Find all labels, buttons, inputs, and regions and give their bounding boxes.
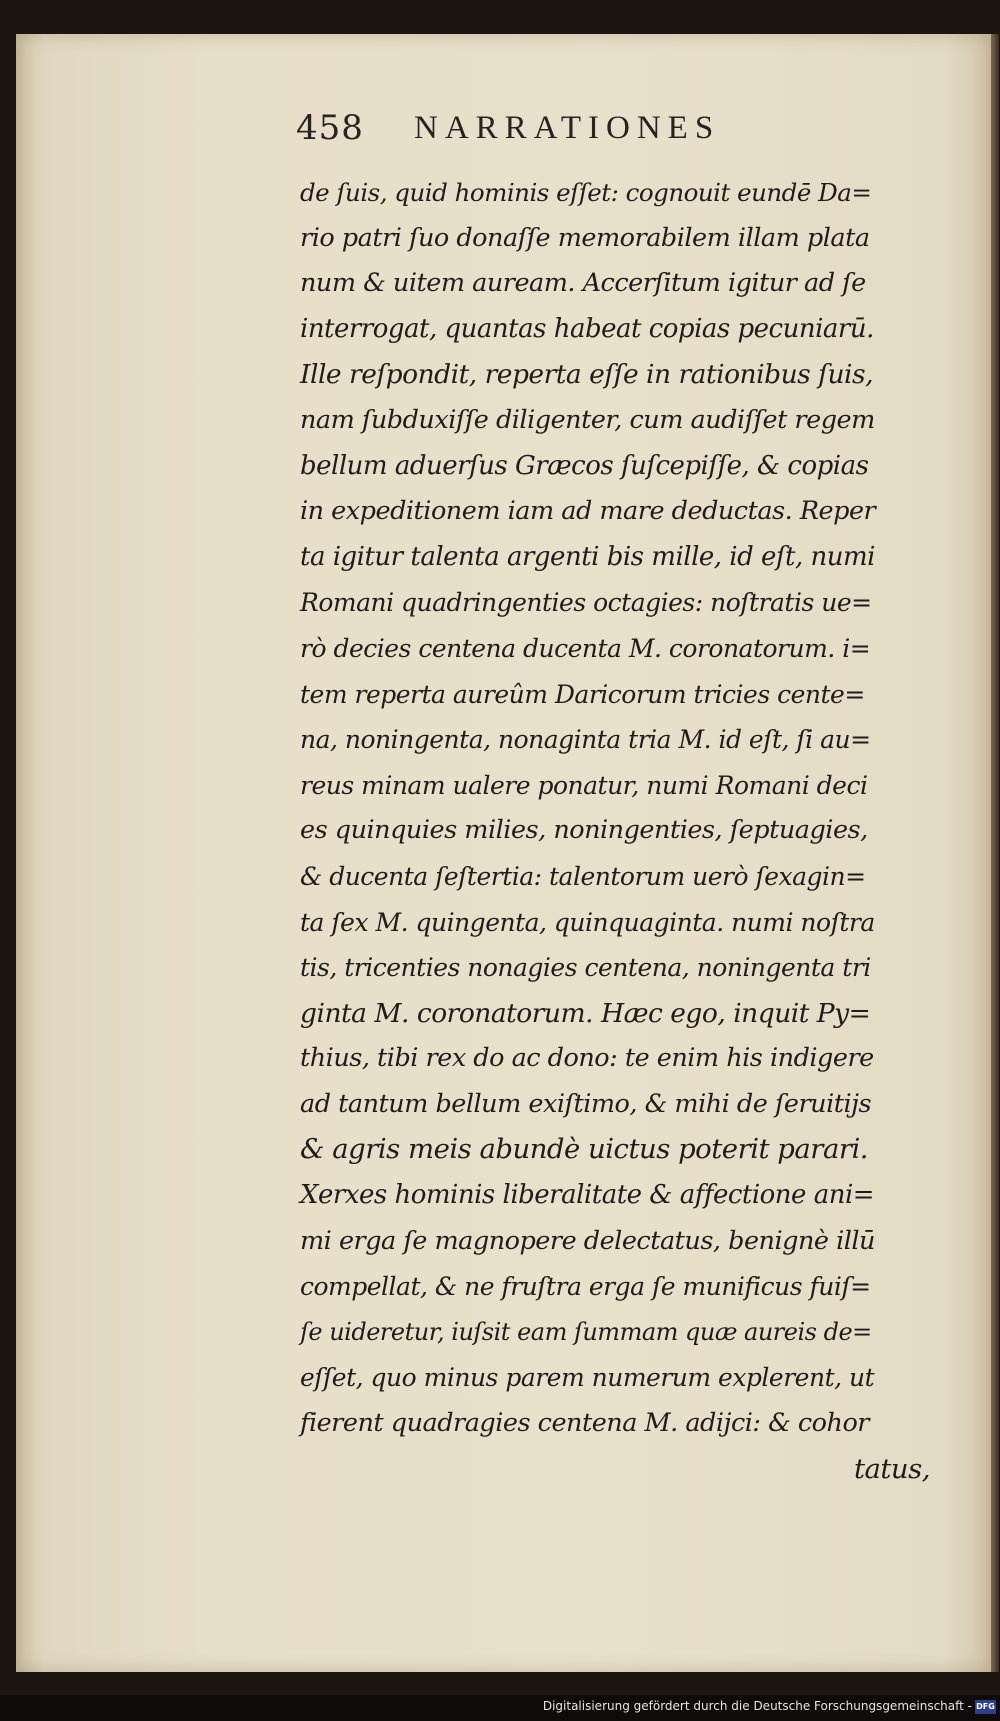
page-edge [991, 34, 999, 1672]
text-line: ta igitur talenta argenti bis mille, id eſt, numi [300, 541, 875, 572]
footer-credit-text: Digitalisierung gefördert durch die Deutsche Forschungsgemeinschaft - [542, 1699, 972, 1713]
text-line: nam ſubduxiſſe diligenter, cum audiſſet regem [300, 404, 875, 435]
text-line: & ducenta ſeſtertia: talentorum uerò ſexagin= [300, 861, 866, 891]
text-line: Romani quadringenties octagies: noſtratis ue= [300, 588, 872, 618]
text-line: num & uitem auream. Accerſitum igitur ad ſe [300, 268, 866, 299]
body-text [300, 170, 940, 1492]
text-line: interrogat, quantas habeat copias pecuniarū. [300, 313, 874, 344]
text-line: ginta M. coronatorum. Hæc ego, inquit Py= [300, 997, 871, 1029]
dfg-logo-icon: DFG [975, 1700, 996, 1714]
page-number: 458 [296, 108, 364, 148]
text-line: compellat, & ne fruſtra erga ſe munificus fuiſ= [300, 1272, 871, 1302]
catchword: tatus, [853, 1452, 930, 1485]
text-line: es quinquies milies, noningenties, ſeptuagies, [300, 815, 868, 846]
text-line: & agris meis abundè uictus poterit parari. [300, 1133, 869, 1166]
text-line: rò decies centena ducenta M. coronatorum. i= [300, 633, 871, 663]
text-line: Ille reſpondit, reperta eſſe in rationibus ſuis, [300, 359, 874, 391]
digitization-footer [0, 1695, 1000, 1721]
text-line: mi erga ſe magnopere delectatus, benignè illū [300, 1225, 875, 1256]
text-line: reus minam ualere ponatur, numi Romani deci [300, 770, 868, 800]
text-line: Xerxes hominis liberalitate & affectione ani= [300, 1180, 875, 1211]
text-line: ta ſex M. quingenta, quinquaginta. numi noſtra [300, 907, 875, 937]
text-line: in expeditionem iam ad mare deductas. Reper [300, 496, 876, 527]
text-line: thius, tibi rex do ac dono: te enim his indigere [300, 1043, 874, 1074]
text-line: eſſet, quo minus parem numerum explerent, ut [300, 1363, 875, 1393]
page-header [296, 108, 836, 158]
text-line: de ſuis, quid hominis eſſet: cognouit eundē Da= [300, 178, 872, 207]
text-line: na, noningenta, nonaginta tria M. id eſt, ſi au= [300, 725, 871, 755]
text-line: tem reperta aureûm Daricorum tricies cente= [300, 679, 865, 709]
text-line: ad tantum bellum exiſtimo, & mihi de ſeruitijs [300, 1088, 872, 1119]
text-line: rio patri ſuo donaſſe memorabilem illam plata [300, 222, 870, 253]
text-line: bellum aduerſus Græcos ſuſcepiſſe, & copias [300, 450, 869, 481]
text-line: ſe uideretur, iuſsit eam ſummam quæ aureis de= [300, 1317, 872, 1346]
text-line: fierent quadragies centena M. adijci: & cohor [300, 1408, 869, 1439]
text-line: tis, tricenties nonagies centena, noningenta tri [300, 953, 871, 983]
running-title: NARRATIONES [414, 110, 721, 146]
